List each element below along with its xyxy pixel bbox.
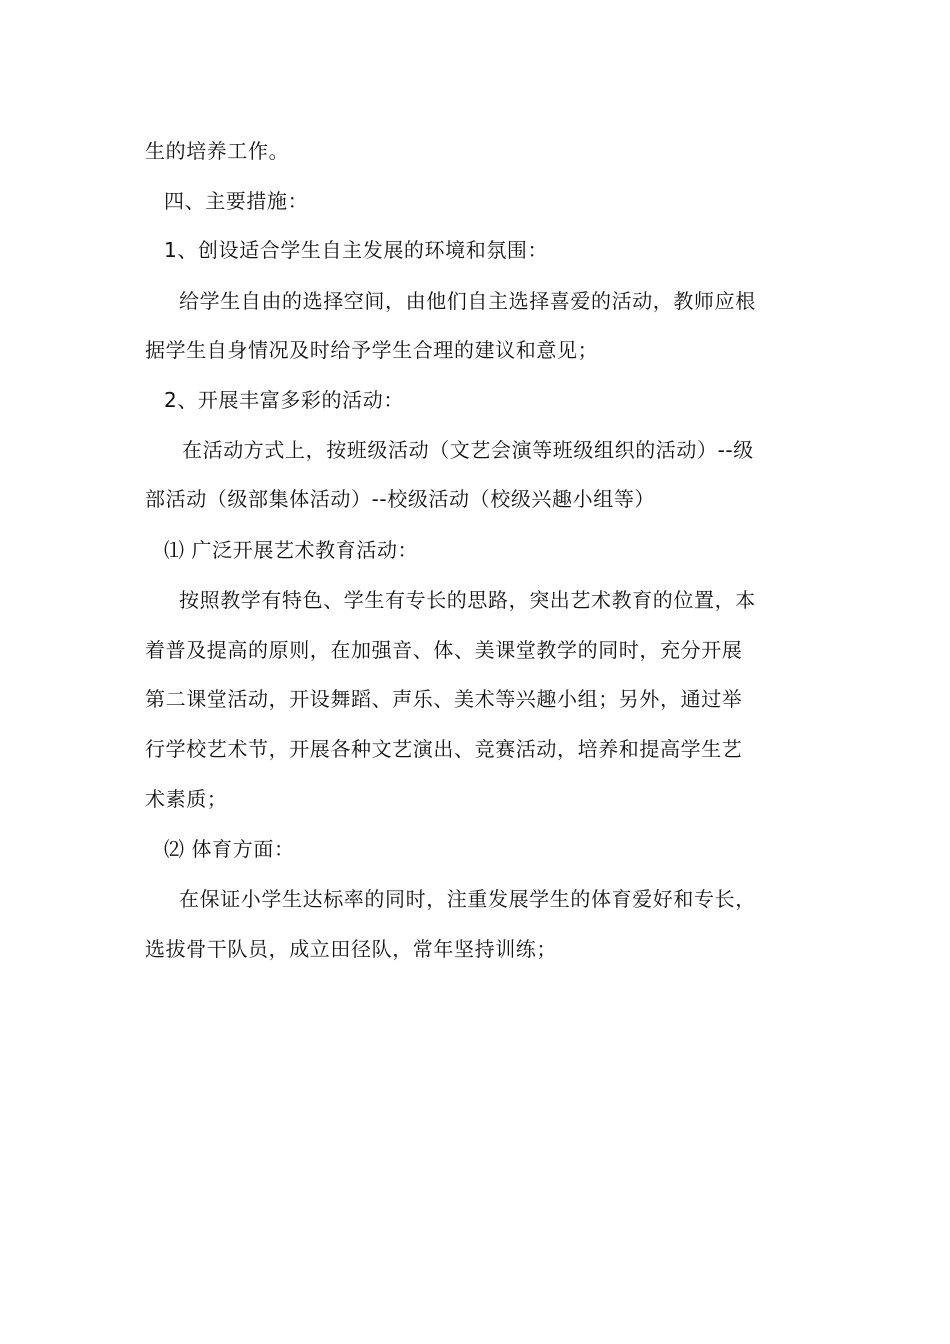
paragraph-line-10: 术素质； [145,787,228,811]
subheading-2: 2、开展丰富多彩的活动： [164,388,404,412]
paragraph-line-11: 在保证小学生达标率的同时，注重发展学生的体育爱好和专长， [179,887,756,911]
paragraph-line-8: 第二课堂活动，开设舞蹈、声乐、美术等兴趣小组；另外，通过举 [145,687,743,711]
paragraph-line-6: 按照教学有特色、学生有专长的思路，突出艺术教育的位置，本 [179,588,756,612]
paragraph-line-1: 生的培养工作。 [145,139,290,163]
paragraph-line-4: 在活动方式上，按班级活动（文艺会演等班级组织的活动）--级 [182,438,754,462]
paragraph-line-2: 给学生自由的选择空间，由他们自主选择喜爱的活动，教师应根 [179,289,756,313]
paragraph-line-9: 行学校艺术节，开展各种文艺演出、竞赛活动，培养和提高学生艺 [145,737,743,761]
subheading-sports: ⑵ 体育方面： [164,837,295,861]
paragraph-line-3: 据学生自身情况及时给予学生合理的建议和意见； [145,338,599,362]
paragraph-line-7: 着普及提高的原则，在加强音、体、美课堂教学的同时，充分开展 [145,638,743,662]
subheading-art-education: ⑴ 广泛开展艺术教育活动： [164,538,419,562]
section-heading-main-measures: 四、主要措施： [164,189,309,213]
paragraph-line-12: 选拔骨干队员，成立田径队，常年坚持训练； [145,937,557,961]
paragraph-line-5: 部活动（级部集体活动）--校级活动（校级兴趣小组等） [145,487,656,511]
subheading-1: 1、创设适合学生自主发展的环境和氛围： [164,238,549,262]
